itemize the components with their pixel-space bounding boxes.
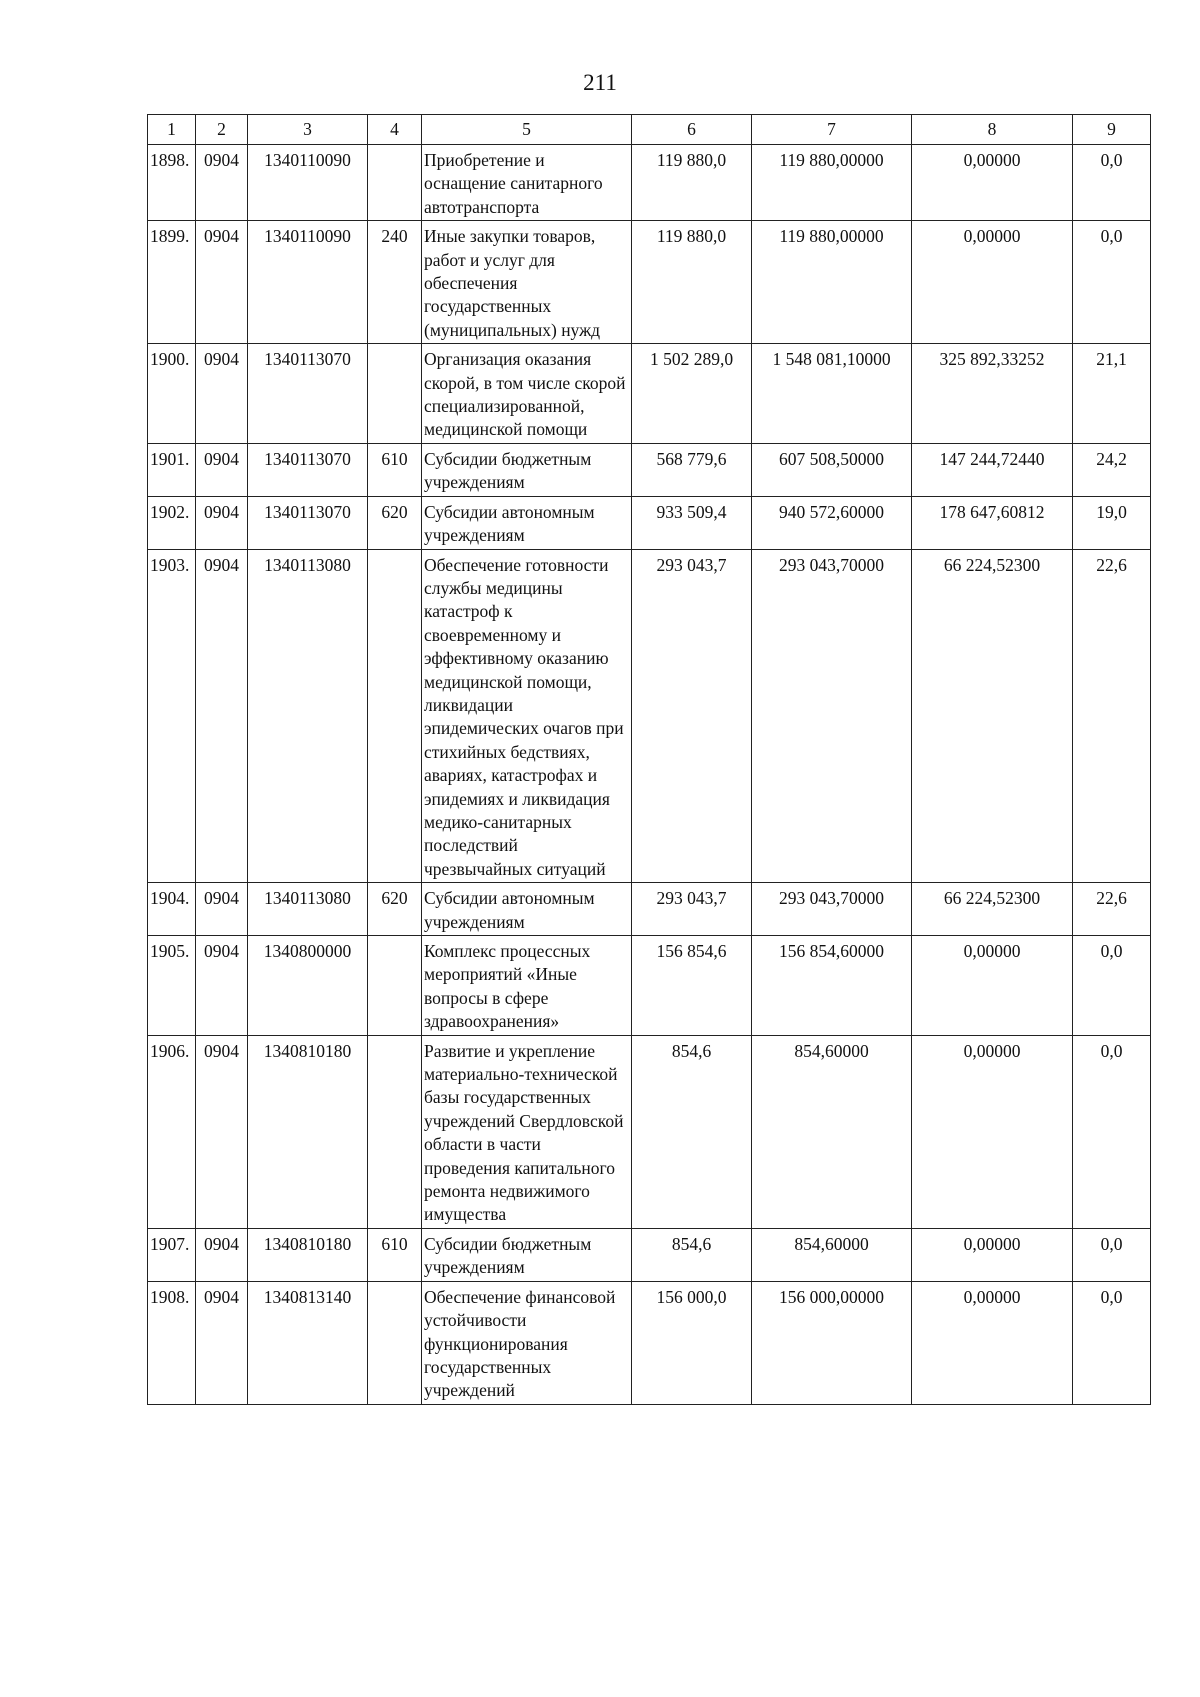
amount-col-7: 293 043,70000 xyxy=(752,883,912,936)
item-name: Обеспечение финансовой устойчивости функционирования государственных учреждений xyxy=(422,1281,632,1404)
table-row xyxy=(148,549,1151,883)
item-name: Приобретение и оснащение санитарного автотранспорта xyxy=(422,145,632,221)
row-number: 1901. xyxy=(148,443,196,496)
item-name: Организация оказания скорой, в том числе скорой специализированной, медицинской помощи xyxy=(422,344,632,444)
amount-col-7: 607 508,50000 xyxy=(752,443,912,496)
row-number: 1905. xyxy=(148,936,196,1036)
page-number: 211 xyxy=(583,70,617,95)
expense-type-code: 610 xyxy=(368,443,422,496)
section-code: 0904 xyxy=(196,883,248,936)
section-code: 0904 xyxy=(196,1281,248,1404)
section-code: 0904 xyxy=(196,443,248,496)
amount-col-8: 0,00000 xyxy=(912,936,1073,1036)
percent-col-9: 22,6 xyxy=(1073,883,1151,936)
section-code: 0904 xyxy=(196,221,248,344)
amount-col-7: 156 854,60000 xyxy=(752,936,912,1036)
column-header: 7 xyxy=(752,115,912,145)
amount-col-6: 293 043,7 xyxy=(632,549,752,883)
section-code: 0904 xyxy=(196,496,248,549)
percent-col-9: 22,6 xyxy=(1073,549,1151,883)
amount-col-8: 147 244,72440 xyxy=(912,443,1073,496)
expense-type-code: 620 xyxy=(368,883,422,936)
target-article-code: 1340113070 xyxy=(248,496,368,549)
table-row xyxy=(148,1281,1151,1404)
amount-col-6: 156 854,6 xyxy=(632,936,752,1036)
item-name: Развитие и укрепление материально-технической базы государственных учреждений Свердловской области в части проведения капитального ремонта недвижимого имущества xyxy=(422,1035,632,1228)
amount-col-6: 293 043,7 xyxy=(632,883,752,936)
amount-col-7: 119 880,00000 xyxy=(752,221,912,344)
amount-col-8: 0,00000 xyxy=(912,1035,1073,1228)
item-name: Субсидии автономным учреждениям xyxy=(422,883,632,936)
item-name: Обеспечение готовности службы медицины катастроф к своевременному и эффективному оказанию медицинской помощи, ликвидации эпидемических очагов при стихийных бедствиях, авариях, катастрофах и эпидемиях и ликвидация медико-санитарных последствий чрезвычайных ситуаций xyxy=(422,549,632,883)
table-row xyxy=(148,145,1151,221)
amount-col-6: 854,6 xyxy=(632,1035,752,1228)
amount-col-8: 66 224,52300 xyxy=(912,883,1073,936)
column-header: 5 xyxy=(422,115,632,145)
column-header: 3 xyxy=(248,115,368,145)
budget-table xyxy=(147,114,1151,1405)
table-row xyxy=(148,344,1151,444)
expense-type-code: 620 xyxy=(368,496,422,549)
expense-type-code xyxy=(368,549,422,883)
target-article-code: 1340800000 xyxy=(248,936,368,1036)
amount-col-6: 119 880,0 xyxy=(632,145,752,221)
amount-col-8: 0,00000 xyxy=(912,1228,1073,1281)
percent-col-9: 0,0 xyxy=(1073,145,1151,221)
target-article-code: 1340113080 xyxy=(248,549,368,883)
section-code: 0904 xyxy=(196,936,248,1036)
expense-type-code xyxy=(368,145,422,221)
expense-type-code xyxy=(368,1281,422,1404)
amount-col-8: 0,00000 xyxy=(912,1281,1073,1404)
amount-col-6: 568 779,6 xyxy=(632,443,752,496)
percent-col-9: 0,0 xyxy=(1073,936,1151,1036)
amount-col-6: 119 880,0 xyxy=(632,221,752,344)
section-code: 0904 xyxy=(196,344,248,444)
amount-col-8: 0,00000 xyxy=(912,145,1073,221)
amount-col-8: 178 647,60812 xyxy=(912,496,1073,549)
target-article-code: 1340110090 xyxy=(248,221,368,344)
amount-col-8: 66 224,52300 xyxy=(912,549,1073,883)
item-name: Субсидии автономным учреждениям xyxy=(422,496,632,549)
amount-col-7: 156 000,00000 xyxy=(752,1281,912,1404)
percent-col-9: 0,0 xyxy=(1073,221,1151,344)
target-article-code: 1340113070 xyxy=(248,443,368,496)
table-row xyxy=(148,883,1151,936)
item-name: Субсидии бюджетным учреждениям xyxy=(422,443,632,496)
amount-col-7: 854,60000 xyxy=(752,1228,912,1281)
amount-col-8: 325 892,33252 xyxy=(912,344,1073,444)
percent-col-9: 0,0 xyxy=(1073,1228,1151,1281)
expense-type-code xyxy=(368,1035,422,1228)
percent-col-9: 0,0 xyxy=(1073,1281,1151,1404)
amount-col-7: 119 880,00000 xyxy=(752,145,912,221)
column-header: 2 xyxy=(196,115,248,145)
row-number: 1908. xyxy=(148,1281,196,1404)
section-code: 0904 xyxy=(196,145,248,221)
table-row xyxy=(148,221,1151,344)
amount-col-6: 156 000,0 xyxy=(632,1281,752,1404)
amount-col-6: 933 509,4 xyxy=(632,496,752,549)
section-code: 0904 xyxy=(196,1035,248,1228)
amount-col-7: 1 548 081,10000 xyxy=(752,344,912,444)
percent-col-9: 24,2 xyxy=(1073,443,1151,496)
row-number: 1903. xyxy=(148,549,196,883)
amount-col-6: 854,6 xyxy=(632,1228,752,1281)
column-header: 9 xyxy=(1073,115,1151,145)
table-row xyxy=(148,936,1151,1036)
amount-col-6: 1 502 289,0 xyxy=(632,344,752,444)
table-row xyxy=(148,443,1151,496)
target-article-code: 1340810180 xyxy=(248,1035,368,1228)
row-number: 1899. xyxy=(148,221,196,344)
amount-col-7: 293 043,70000 xyxy=(752,549,912,883)
target-article-code: 1340810180 xyxy=(248,1228,368,1281)
column-header: 1 xyxy=(148,115,196,145)
row-number: 1902. xyxy=(148,496,196,549)
item-name: Иные закупки товаров, работ и услуг для обеспечения государственных (муниципальных) нужд xyxy=(422,221,632,344)
header-row xyxy=(148,115,1151,145)
row-number: 1906. xyxy=(148,1035,196,1228)
column-header: 6 xyxy=(632,115,752,145)
table-row xyxy=(148,1035,1151,1228)
table-row xyxy=(148,496,1151,549)
item-name: Субсидии бюджетным учреждениям xyxy=(422,1228,632,1281)
expense-type-code xyxy=(368,936,422,1036)
row-number: 1904. xyxy=(148,883,196,936)
target-article-code: 1340113070 xyxy=(248,344,368,444)
percent-col-9: 19,0 xyxy=(1073,496,1151,549)
column-header: 4 xyxy=(368,115,422,145)
amount-col-7: 940 572,60000 xyxy=(752,496,912,549)
percent-col-9: 0,0 xyxy=(1073,1035,1151,1228)
target-article-code: 1340110090 xyxy=(248,145,368,221)
expense-type-code xyxy=(368,344,422,444)
column-header: 8 xyxy=(912,115,1073,145)
percent-col-9: 21,1 xyxy=(1073,344,1151,444)
amount-col-8: 0,00000 xyxy=(912,221,1073,344)
row-number: 1907. xyxy=(148,1228,196,1281)
item-name: Комплекс процессных мероприятий «Иные вопросы в сфере здравоохранения» xyxy=(422,936,632,1036)
expense-type-code: 610 xyxy=(368,1228,422,1281)
section-code: 0904 xyxy=(196,549,248,883)
row-number: 1900. xyxy=(148,344,196,444)
section-code: 0904 xyxy=(196,1228,248,1281)
row-number: 1898. xyxy=(148,145,196,221)
target-article-code: 1340813140 xyxy=(248,1281,368,1404)
expense-type-code: 240 xyxy=(368,221,422,344)
target-article-code: 1340113080 xyxy=(248,883,368,936)
table-row xyxy=(148,1228,1151,1281)
amount-col-7: 854,60000 xyxy=(752,1035,912,1228)
